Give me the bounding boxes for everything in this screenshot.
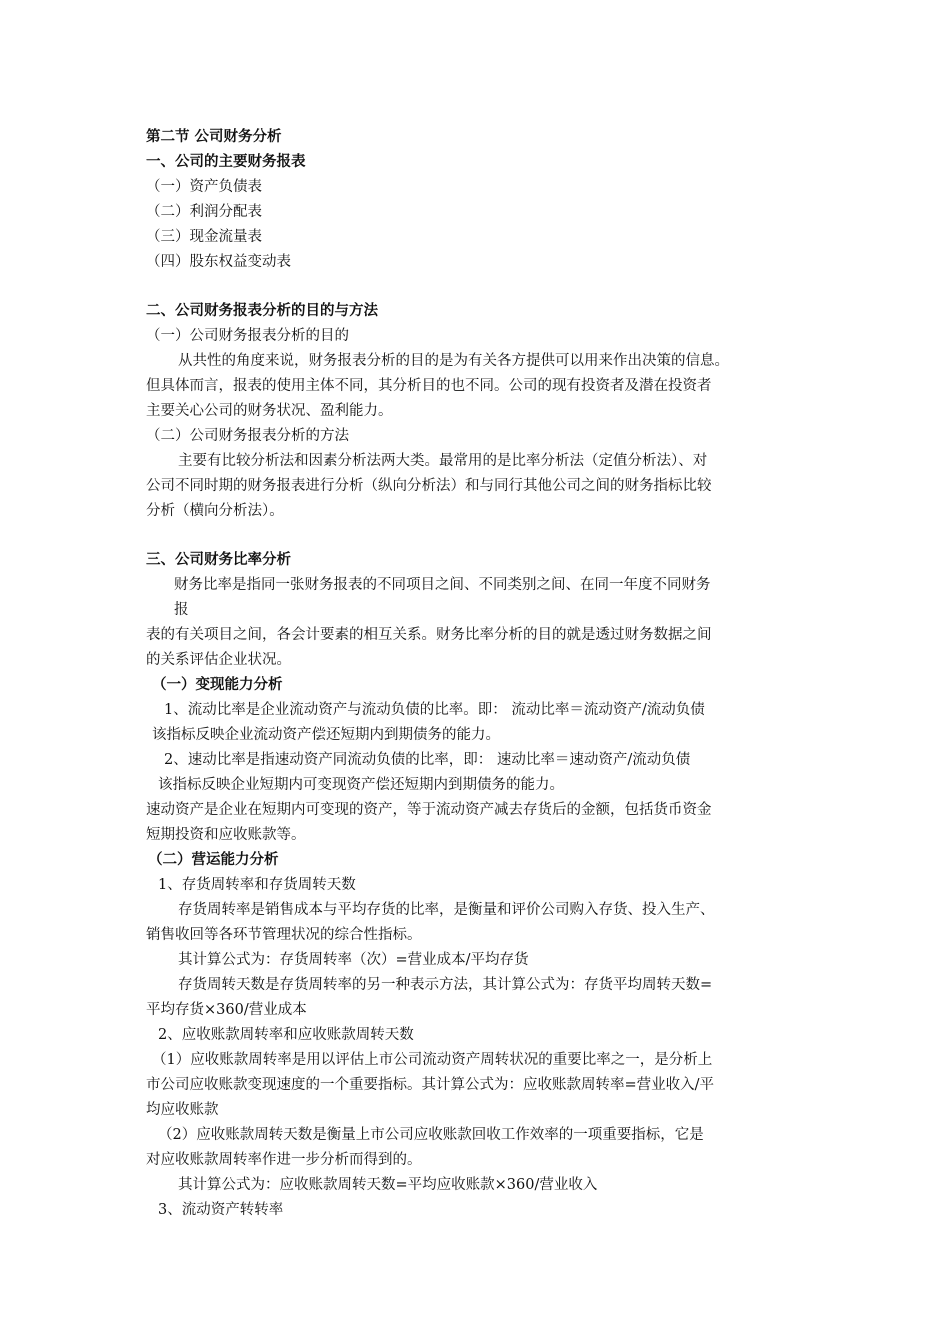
paragraph-line: 1、流动比率是企业流动资产与流动负债的比率。即： 流动比率＝流动资产/流动负债	[164, 702, 705, 718]
formula-line: 平均存货×360/营业成本	[146, 1002, 307, 1018]
paragraph-line: 表的有关项目之间，各会计要素的相互关系。财务比率分析的目的就是透过财务数据之间	[146, 627, 712, 643]
list-item: （一）资产负债表	[146, 179, 262, 195]
heading-main-statements: 一、公司的主要财务报表	[146, 153, 306, 170]
paragraph-line: 短期投资和应收账款等。	[146, 827, 306, 843]
subheading-operating: （二）营运能力分析	[148, 851, 279, 868]
paragraph-line: 该指标反映企业流动资产偿还短期内到期债务的能力。	[152, 727, 500, 743]
paragraph-line: 2、应收账款周转率和应收账款周转天数	[158, 1027, 414, 1043]
subheading-method: （二）公司财务报表分析的方法	[146, 428, 349, 444]
paragraph-line: 2、速动比率是指速动资产同流动负债的比率，即： 速动比率＝速动资产/流动负债	[164, 752, 691, 768]
paragraph-line: 对应收账款周转率作进一步分析而得到的。	[146, 1152, 422, 1168]
paragraph-line: 从共性的角度来说，财务报表分析的目的是为有关各方提供可以用来作出决策的信息。	[178, 353, 729, 369]
heading-analysis-purpose-method: 二、公司财务报表分析的目的与方法	[146, 302, 378, 319]
paragraph-line: 均应收账款	[146, 1102, 219, 1118]
section-title: 第二节 公司财务分析	[146, 128, 282, 145]
paragraph-line: 存货周转天数是存货周转率的另一种表示方法，其计算公式为：存货平均周转天数=	[178, 977, 713, 993]
paragraph-line: （1）应收账款周转率是用以评估上市公司流动资产周转状况的重要比率之一，是分析上	[152, 1052, 713, 1068]
paragraph-line: 销售收回等各环节管理状况的综合性指标。	[146, 927, 422, 943]
paragraph-line: 市公司应收账款变现速度的一个重要指标。其计算公式为：应收账款周转率=营业收入/平	[146, 1077, 715, 1093]
paragraph-line: 分析（横向分析法）。	[146, 503, 284, 519]
paragraph-line: 1、存货周转率和存货周转天数	[158, 877, 356, 893]
paragraph-line: 的关系评估企业状况。	[146, 652, 291, 668]
paragraph-line: 财务比率是指同一张财务报表的不同项目之间、不同类别之间、在同一年度不同财务	[174, 577, 711, 593]
paragraph-line: 主要关心公司的财务状况、盈利能力。	[146, 403, 393, 419]
list-item: （二）利润分配表	[146, 204, 262, 220]
paragraph-line: （2）应收账款周转天数是衡量上市公司应收账款回收工作效率的一项重要指标，它是	[158, 1127, 704, 1143]
paragraph-line: 但具体而言，报表的使用主体不同，其分析目的也不同。公司的现有投资者及潜在投资者	[146, 378, 712, 394]
list-item: （四）股东权益变动表	[146, 254, 291, 270]
formula-line: 其计算公式为：应收账款周转天数=平均应收账款×360/营业收入	[178, 1177, 598, 1193]
paragraph-line: 该指标反映企业短期内可变现资产偿还短期内到期债务的能力。	[158, 777, 564, 793]
subheading-liquidity: （一）变现能力分析	[152, 676, 283, 693]
subheading-purpose: （一）公司财务报表分析的目的	[146, 328, 349, 344]
paragraph-line: 3、流动资产转转率	[158, 1202, 284, 1218]
paragraph-line: 公司不同时期的财务报表进行分析（纵向分析法）和与同行其他公司之间的财务指标比较	[146, 478, 712, 494]
paragraph-line: 存货周转率是销售成本与平均存货的比率，是衡量和评价公司购入存货、投入生产、	[178, 902, 715, 918]
heading-ratio-analysis: 三、公司财务比率分析	[146, 551, 291, 568]
paragraph-line: 主要有比较分析法和因素分析法两大类。最常用的是比率分析法（定值分析法）、对	[178, 453, 708, 469]
paragraph-line: 报	[174, 602, 189, 618]
list-item: （三）现金流量表	[146, 229, 262, 245]
paragraph-line: 速动资产是企业在短期内可变现的资产，等于流动资产减去存货后的金额，包括货币资金	[146, 802, 712, 818]
formula-line: 其计算公式为：存货周转率（次）=营业成本/平均存货	[178, 952, 529, 968]
